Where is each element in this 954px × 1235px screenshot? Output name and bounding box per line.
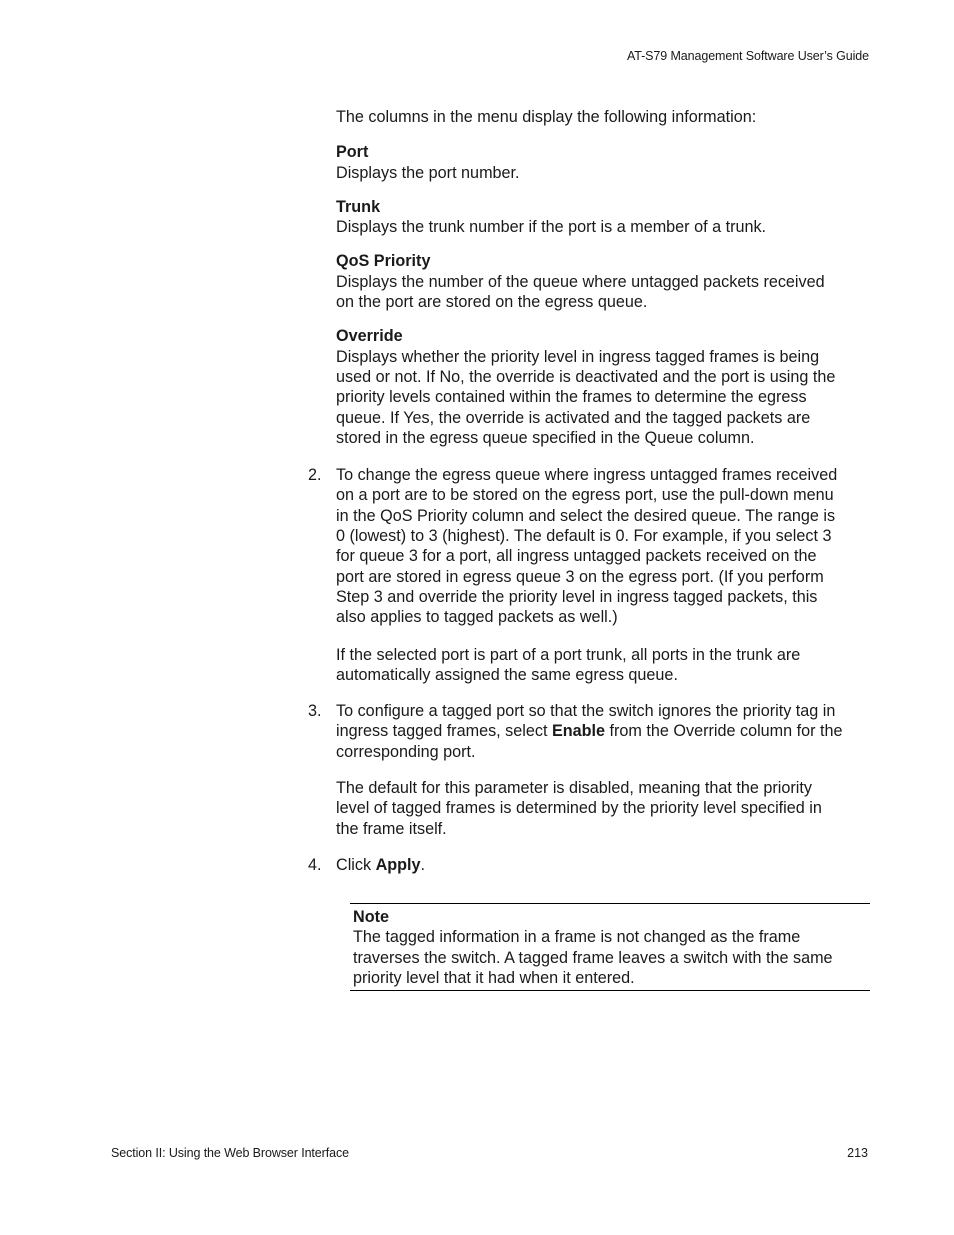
term-override: Override [336,327,403,346]
page-number: 213 [847,1146,868,1160]
intro-paragraph: The columns in the menu display the following information: [336,108,757,126]
running-header: AT-S79 Management Software User’s Guide [626,49,869,63]
enable-option: Enable [551,722,606,741]
term-trunk: Trunk [336,197,381,216]
step-3: 3. To configure a tagged port so that the switch ignores the priority tag in ingress tagged frames, select Enable from the Override column for the corresponding port. [308,702,843,761]
definition-qos-priority: Displays the number of the queue where untagged packets received on the port are stored on the egress queue. [336,272,825,312]
step-2: 2. To change the egress queue where ingress untagged frames received on a port are to be stored on the egress port, use the pull-down menu in the QoS Priority column and select the desired queue. The range is 0 (lowest) to 3 (highest). The default is 0. For example, if you select 3 for queue 3 for a port, all ingress untagged packets received on the port are stored in egress queue 3 on the egress port. (If you perform Step 3 and override the priority level in ingress tagged packets, this also applies to tagged packets as well.) [308,466,838,627]
step-4: 4. Click Apply. [308,855,426,874]
note-box [350,903,870,991]
step-3-followup: The default for this parameter is disabled, meaning that the priority level of tagged frames is determined by the priority level specified in the frame itself. [336,779,822,838]
column-definition-trunk [336,197,876,238]
term-qos-priority: QoS Priority [336,252,431,271]
step-2-number: 2. [308,466,322,485]
column-definition-qos-priority [336,251,876,312]
apply-button-reference: Apply [375,855,421,874]
column-definition-port [336,142,876,183]
term-port: Port [336,143,369,162]
note-title: Note [353,908,389,926]
step-4-number: 4. [308,855,322,874]
step-2-followup: If the selected port is part of a port trunk, all ports in the trunk are automatically assigned the same egress queue. [336,645,801,684]
footer-section-title: Section II: Using the Web Browser Interface [111,1146,349,1160]
definition-trunk: Displays the trunk number if the port is a member of a trunk. [336,218,767,237]
definition-override: Displays whether the priority level in ingress tagged frames is being used or not. If No, the override is deactivated and the port is using the priority levels contained within the frames to determine the egress queue. If Yes, the override is activated and the tagged packets are stored in the egress queue specified in the Queue column. [336,347,836,447]
step-3-number: 3. [308,702,322,721]
main-content [308,107,876,875]
note-text: The tagged information in a frame is not changed as the frame traverses the switch. A tagged frame leaves a switch with the same priority level that it had when it entered. [353,928,833,987]
definition-port: Displays the port number. [336,163,520,182]
column-definition-override [336,326,876,448]
